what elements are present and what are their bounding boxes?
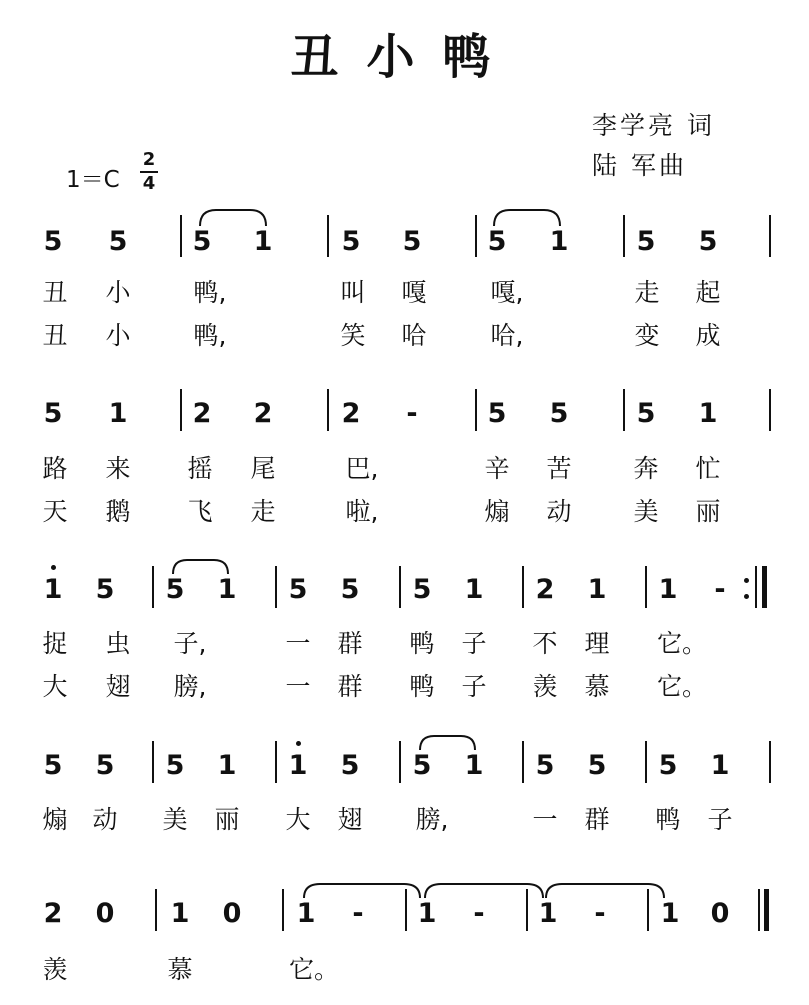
note: 1 xyxy=(549,226,569,257)
lyric-char: 子 xyxy=(461,629,487,658)
lyric-char: 苦 xyxy=(546,454,572,483)
lyric-char: 一 xyxy=(285,672,311,701)
lyric-char: 动 xyxy=(92,805,118,834)
lyric-char: 哈 xyxy=(401,321,427,350)
lyricist-credit: 李学亮 词 xyxy=(592,111,715,140)
note: 5 xyxy=(535,750,555,781)
note: 5 xyxy=(587,750,607,781)
rest: 0 xyxy=(710,898,730,929)
lyric-char: 虫 xyxy=(105,629,131,658)
lyric-char: 理 xyxy=(584,629,610,658)
lyric-char: 慕 xyxy=(584,672,610,701)
note: 1 xyxy=(698,398,718,429)
key-signature: 1＝C xyxy=(66,167,120,193)
note: 5 xyxy=(340,574,360,605)
lyric-char: 膀, xyxy=(415,805,449,834)
lyric-char: 丑 xyxy=(42,321,68,350)
note: 1 xyxy=(658,574,678,605)
rest: 0 xyxy=(95,898,115,929)
note: 1 xyxy=(464,574,484,605)
note: 5 xyxy=(698,226,718,257)
note-high: 1 xyxy=(43,574,63,605)
lyric-char: 一 xyxy=(532,805,558,834)
lyric-char: 路 xyxy=(42,454,68,483)
composer-credit: 陆 军曲 xyxy=(592,151,687,180)
lyric-char: 子 xyxy=(461,672,487,701)
note: 2 xyxy=(535,574,555,605)
lyric-char: 它。 xyxy=(656,629,708,658)
note: 5 xyxy=(95,750,115,781)
note-high: 1 xyxy=(288,750,308,781)
lyric-char: 丑 xyxy=(42,278,68,307)
dash: - xyxy=(352,898,364,929)
tie xyxy=(304,884,420,898)
slur xyxy=(200,210,266,226)
dash: - xyxy=(594,898,606,929)
lyric-char: 鹅 xyxy=(105,497,131,526)
lyric-char: 飞 xyxy=(187,497,213,526)
note: 5 xyxy=(43,226,63,257)
note: 2 xyxy=(341,398,361,429)
lyric-char: 巴, xyxy=(345,454,379,483)
note: 5 xyxy=(43,398,63,429)
lyric-char: 辛 xyxy=(484,454,510,483)
lyric-char: 美 xyxy=(162,805,188,834)
lyric-char: 大 xyxy=(42,672,68,701)
lyric-char: 丽 xyxy=(695,497,721,526)
tie xyxy=(425,884,543,898)
lyric-char: 煽 xyxy=(42,805,68,834)
dash: - xyxy=(714,574,726,605)
lyric-char: 羡 xyxy=(42,955,68,984)
lyric-char: 它。 xyxy=(656,672,708,701)
lyric-char: 变 xyxy=(634,321,660,350)
lyric-char: 大 xyxy=(285,805,311,834)
note: 1 xyxy=(217,750,237,781)
slur xyxy=(494,210,560,226)
note: 5 xyxy=(95,574,115,605)
lyric-char: 成 xyxy=(695,321,721,350)
lyric-char: 慕 xyxy=(167,955,193,984)
lyric-char: 子, xyxy=(173,629,207,658)
note: 5 xyxy=(412,750,432,781)
dash: - xyxy=(473,898,485,929)
lyric-char: 美 xyxy=(633,497,659,526)
lyric-char: 走 xyxy=(634,278,660,307)
note: 1 xyxy=(296,898,316,929)
note: 1 xyxy=(538,898,558,929)
lyric-char: 忙 xyxy=(695,454,721,483)
lyric-char: 鸭 xyxy=(409,672,435,701)
note: 1 xyxy=(253,226,273,257)
note: 5 xyxy=(487,226,507,257)
note: 2 xyxy=(43,898,63,929)
lyric-char: 尾 xyxy=(250,454,276,483)
note: 2 xyxy=(253,398,273,429)
lyric-char: 啦, xyxy=(345,497,379,526)
song-title: 丑小鸭 xyxy=(290,29,519,85)
note: 5 xyxy=(43,750,63,781)
dash: - xyxy=(406,398,418,429)
rest: 0 xyxy=(222,898,242,929)
note: 1 xyxy=(710,750,730,781)
lyric-char: 鸭, xyxy=(193,278,227,307)
note: 5 xyxy=(108,226,128,257)
lyric-char: 鸭 xyxy=(409,629,435,658)
note: 5 xyxy=(288,574,308,605)
lyric-char: 翅 xyxy=(337,805,363,834)
lyric-char: 哈, xyxy=(490,321,524,350)
lyric-char: 不 xyxy=(532,629,558,658)
note: 2 xyxy=(192,398,212,429)
lyric-char: 天 xyxy=(42,497,68,526)
note: 5 xyxy=(165,574,185,605)
lyric-char: 羡 xyxy=(532,672,558,701)
lyric-char: 鸭 xyxy=(655,805,681,834)
tie xyxy=(546,884,664,898)
note: 1 xyxy=(587,574,607,605)
lyric-char: 捉 xyxy=(42,629,68,658)
note: 5 xyxy=(341,226,361,257)
lyric-char: 嘎, xyxy=(490,278,524,307)
lyric-char: 叫 xyxy=(340,278,366,307)
lyric-char: 走 xyxy=(250,497,276,526)
lyric-char: 一 xyxy=(285,629,311,658)
lyric-char: 翅 xyxy=(105,672,131,701)
lyric-char: 它。 xyxy=(288,955,340,984)
slur xyxy=(173,560,228,574)
lyric-char: 丽 xyxy=(214,805,240,834)
lyric-char: 膀, xyxy=(173,672,207,701)
note: 1 xyxy=(417,898,437,929)
lyric-char: 动 xyxy=(546,497,572,526)
note: 1 xyxy=(108,398,128,429)
note: 1 xyxy=(217,574,237,605)
time-signature-top: 2 xyxy=(142,149,156,170)
lyric-char: 小 xyxy=(105,321,131,350)
lyric-char: 鸭, xyxy=(193,321,227,350)
note: 1 xyxy=(170,898,190,929)
note: 5 xyxy=(340,750,360,781)
note: 5 xyxy=(165,750,185,781)
lyric-char: 起 xyxy=(695,278,721,307)
note: 5 xyxy=(412,574,432,605)
lyric-char: 笑 xyxy=(340,321,366,350)
lyric-char: 小 xyxy=(105,278,131,307)
note: 5 xyxy=(549,398,569,429)
lyric-char: 群 xyxy=(584,805,610,834)
note: 5 xyxy=(402,226,422,257)
note: 5 xyxy=(192,226,212,257)
lyric-char: 子 xyxy=(707,805,733,834)
note: 5 xyxy=(636,226,656,257)
note: 1 xyxy=(660,898,680,929)
note: 5 xyxy=(487,398,507,429)
time-signature-bottom: 4 xyxy=(142,173,156,194)
slur xyxy=(420,736,475,750)
lyric-char: 煽 xyxy=(484,497,510,526)
lyric-char: 群 xyxy=(337,629,363,658)
lyric-char: 奔 xyxy=(633,454,659,483)
note: 1 xyxy=(464,750,484,781)
lyric-char: 群 xyxy=(337,672,363,701)
note: 5 xyxy=(658,750,678,781)
note: 5 xyxy=(636,398,656,429)
lyric-char: 摇 xyxy=(187,454,213,483)
lyric-char: 来 xyxy=(105,454,131,483)
lyric-char: 嘎 xyxy=(401,278,427,307)
